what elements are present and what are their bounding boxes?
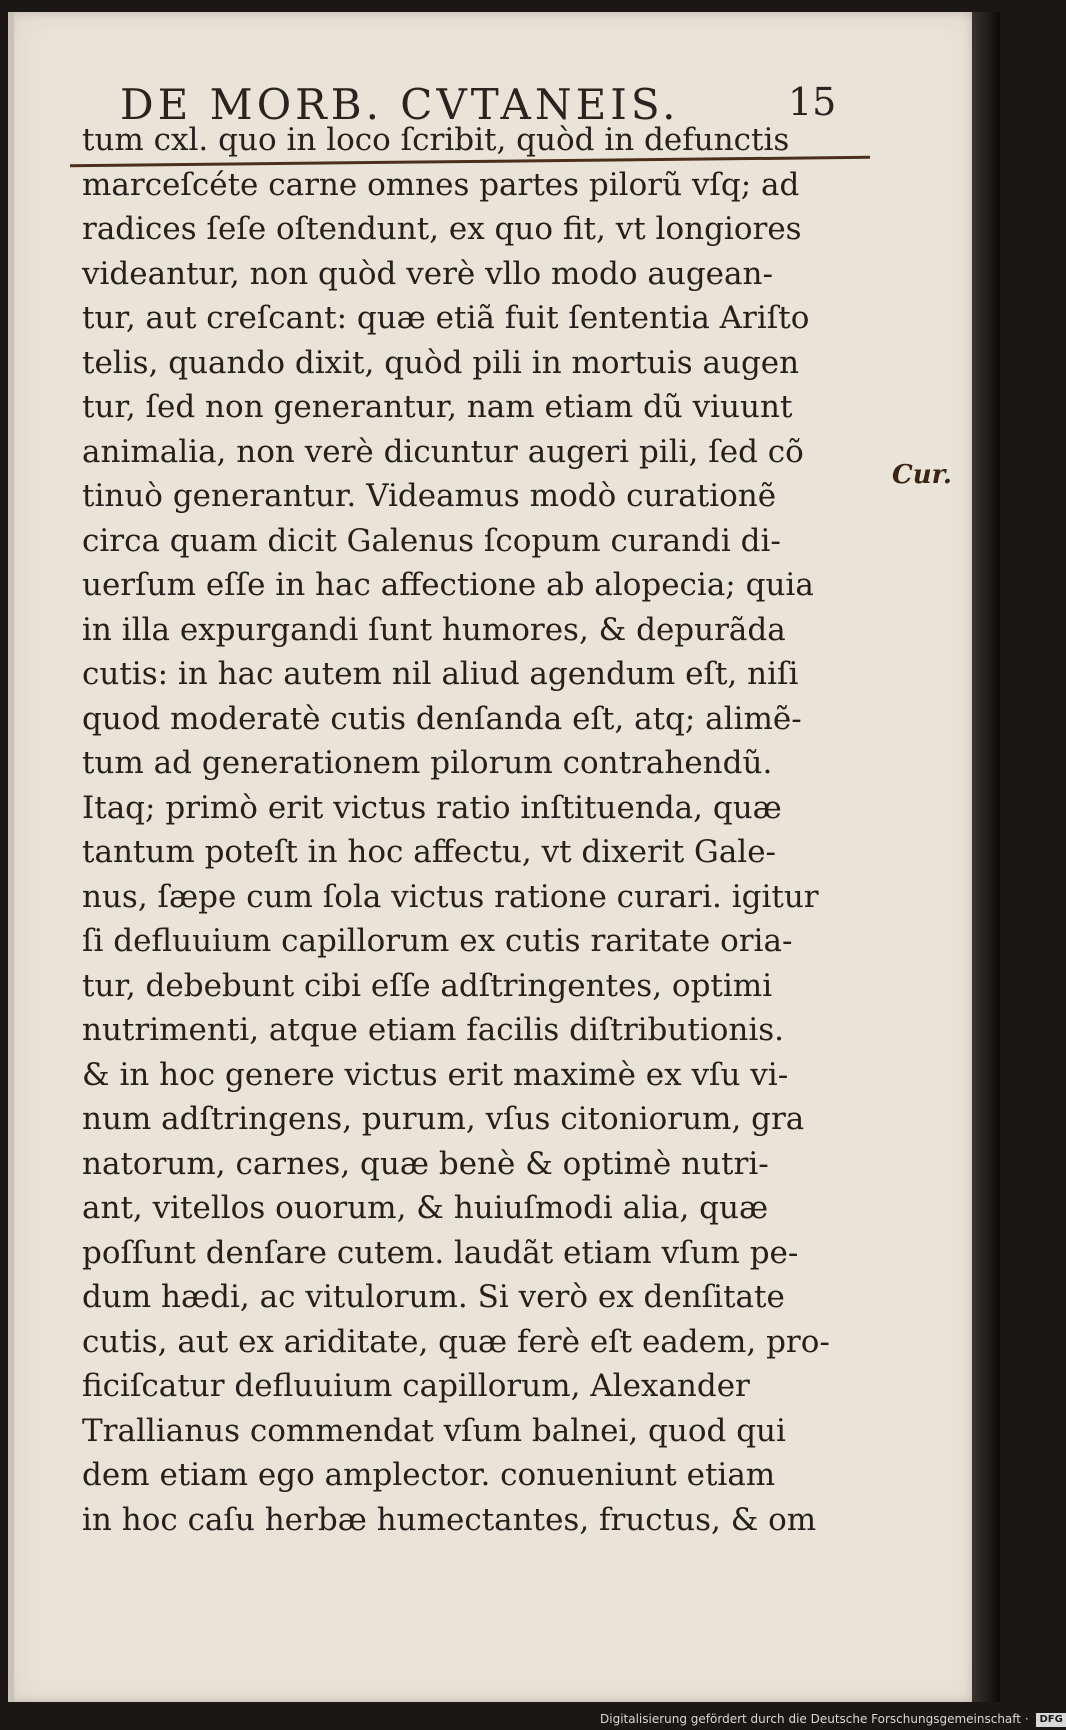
text-line: ant, vitellos ouorum, & huiuſmodi alia, quæ	[82, 1190, 769, 1226]
text-line: in hoc caſu herbæ humectantes, fructus, & om	[82, 1501, 817, 1538]
text-line: cutis: in hac autem nil aliud agendum eſt, niſi	[82, 656, 799, 692]
page-number: 15	[788, 80, 837, 124]
text-line: Trallianus commendat vſum balnei, quod qui	[82, 1412, 786, 1449]
body-text	[82, 118, 872, 1542]
text-line: marceſcéte carne omnes partes pilorũ vſq; ad	[82, 166, 800, 203]
text-line: dem etiam ego amplector. conueniunt etiam	[82, 1457, 776, 1493]
dfg-logo: DFG	[1036, 1713, 1065, 1727]
text-line: ſi defluuium capillorum ex cutis raritate oria-	[82, 923, 793, 959]
text-line: nutrimenti, atque etiam facilis diſtributionis.	[82, 1012, 785, 1048]
credit-text: Digitalisierung gefördert durch die Deutsche Forschungsgemeinschaft ·	[600, 1712, 1029, 1726]
text-line: tinuò generantur. Videamus modò curationẽ	[82, 478, 777, 514]
text-line: natorum, carnes, quæ benè & optimè nutri-	[82, 1145, 769, 1182]
text-line: nus, ſæpe cum ſola victus ratione curari. igitur	[82, 878, 819, 915]
text-line: tur, aut creſcant: quæ etiã fuit ſententia Ariſto	[82, 300, 810, 336]
text-line: circa quam dicit Galenus ſcopum curandi di-	[82, 522, 781, 559]
text-line: videantur, non quòd verè vllo modo augean-	[82, 255, 773, 292]
text-line: tur, debebunt cibi eſſe adſtringentes, optimi	[82, 967, 773, 1004]
handwritten-margin-note: Cur.	[892, 460, 952, 490]
text-line: tantum poteſt in hoc affectu, vt dixerit Gale-	[82, 834, 777, 870]
text-line: radices ſeſe oſtendunt, ex quo fit, vt longiores	[82, 211, 802, 247]
text-line: Itaq; primò erit victus ratio inſtituenda, quæ	[82, 789, 782, 826]
text-line: in illa expurgandi ſunt humores, & depurãda	[82, 611, 786, 648]
text-line: tum ad generationem pilorum contrahendũ.	[82, 745, 773, 781]
digitization-credit	[600, 1708, 1066, 1730]
text-line: poſſunt denſare cutem. laudãt etiam vſum pe-	[82, 1234, 799, 1271]
running-head: DE MORB. CVTANEIS.	[120, 80, 680, 129]
text-line: quod moderatè cutis denſanda eſt, atq; alimẽ-	[82, 700, 802, 737]
text-line: animalia, non verè dicuntur augeri pili, ſed cõ	[82, 433, 804, 470]
text-line: cutis, aut ex ariditate, quæ ferè eſt eadem, pro-	[82, 1323, 830, 1360]
text-line: telis, quando dixit, quòd pili in mortuis augen	[82, 344, 800, 381]
text-line: & in hoc genere victus erit maximè ex vſu vi-	[82, 1056, 789, 1093]
text-line: num adſtringens, purum, vſus citoniorum, gra	[82, 1101, 805, 1137]
page-edge-shadow	[972, 12, 1000, 1702]
text-line: dum hædi, ac vitulorum. Si verò ex denſitate	[82, 1279, 785, 1315]
text-line: ficiſcatur defluuium capillorum, Alexander	[82, 1368, 750, 1404]
text-line: tur, ſed non generantur, nam etiam dũ viuunt	[82, 389, 793, 425]
text-line: uerſum eſſe in hac affectione ab alopecia; quia	[82, 567, 814, 603]
text-line: tum cxl. quo in loco ſcribit, quòd in defunctis	[82, 122, 790, 158]
